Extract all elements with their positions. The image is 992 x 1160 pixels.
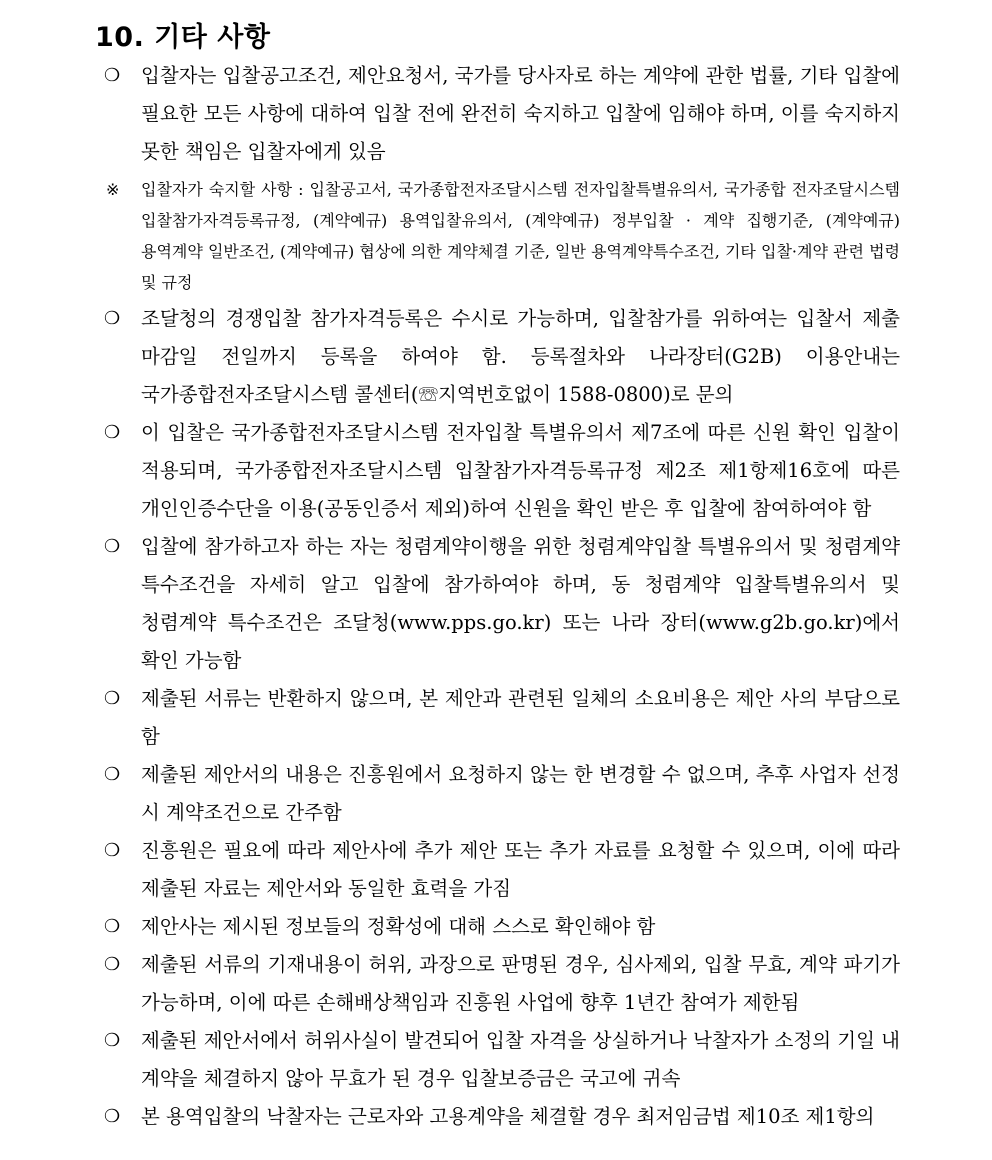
- circle-bullet-icon: ❍: [104, 764, 121, 785]
- section-title: 10. 기타 사항: [95, 22, 271, 53]
- list-item-false-statements: [100, 946, 900, 1022]
- list-item-additional-materials: [100, 832, 900, 908]
- item-text: 입찰에 참가하고자 하는 자는 청렴계약이행을 위한 청렴계약입찰 특별유의서 및 청렴계약 특수조건을 자세히 알고 입찰에 참가하여야 하며, 동 청렴계약 입찰특별유의서 및 청렴계약 특수조건은 조달청(www.pps.go.kr) 또는 나라 장터(www.g2b.go.kr)에서 확인 가능함: [141, 535, 900, 672]
- list-item-documents-not-returned: [100, 680, 900, 756]
- item-text: 이 입찰은 국가종합전자조달시스템 전자입찰 특별유의서 제7조에 따른 신원 확인 입찰이 적용되며, 국가종합전자조달시스템 입찰참가자격등록규정 제2조 제1항제16호에 따른 개인인증수단을 이용(공동인증서 제외)하여 신원을 확인 받은 후 입찰에 참여하여야 함: [141, 421, 900, 520]
- item-text: 입찰자는 입찰공고조건, 제안요청서, 국가를 당사자로 하는 계약에 관한 법률, 기타 입찰에 필요한 모든 사항에 대하여 입찰 전에 완전히 숙지하고 입찰에 임해야 하며, 이를 숙지하지 못한 책임은 입찰자에게 있음: [141, 64, 900, 163]
- list-item-minimum-wage: [100, 1098, 900, 1136]
- list-item-bid-bond-forfeit: [100, 1022, 900, 1098]
- reference-mark-icon: ※: [106, 180, 120, 199]
- list-item-accuracy-check: [100, 908, 900, 946]
- circle-bullet-icon: ❍: [104, 1030, 121, 1051]
- item-text: 제출된 서류는 반환하지 않으며, 본 제안과 관련된 일체의 소요비용은 제안 사의 부담으로 함: [141, 687, 900, 748]
- circle-bullet-icon: ❍: [104, 954, 121, 975]
- item-text: 제안사는 제시된 정보들의 정확성에 대해 스스로 확인해야 함: [141, 915, 656, 938]
- note-required-documents: [100, 174, 900, 298]
- list-item-integrity-contract: [100, 528, 900, 680]
- item-text: 진흥원은 필요에 따라 제안사에 추가 제안 또는 추가 자료를 요청할 수 있으며, 이에 따라 제출된 자료는 제안서와 동일한 효력을 가짐: [141, 839, 900, 900]
- circle-bullet-icon: ❍: [104, 1106, 121, 1127]
- list-item-identity-verification: [100, 414, 900, 528]
- list-item-bidder-responsibility: [100, 57, 900, 171]
- list-item-registration: [100, 300, 900, 414]
- circle-bullet-icon: ❍: [104, 536, 121, 557]
- circle-bullet-icon: ❍: [104, 840, 121, 861]
- item-text: 제출된 제안서의 내용은 진흥원에서 요청하지 않는 한 변경할 수 없으며, 추후 사업자 선정 시 계약조건으로 간주함: [141, 763, 900, 824]
- list-item-proposal-immutable: [100, 756, 900, 832]
- item-list: [100, 57, 900, 1136]
- circle-bullet-icon: ❍: [104, 308, 121, 329]
- circle-bullet-icon: ❍: [104, 688, 121, 709]
- circle-bullet-icon: ❍: [104, 65, 121, 86]
- item-text: 조달청의 경쟁입찰 참가자격등록은 수시로 가능하며, 입찰참가를 위하여는 입찰서 제출 마감일 전일까지 등록을 하여야 함. 등록절차와 나라장터(G2B) 이용안내는 국가종합전자조달시스템 콜센터(☏지역번호없이 1588-0800)로 문의: [141, 307, 900, 406]
- item-text: 제출된 제안서에서 허위사실이 발견되어 입찰 자격을 상실하거나 낙찰자가 소정의 기일 내 계약을 체결하지 않아 무효가 된 경우 입찰보증금은 국고에 귀속: [141, 1029, 900, 1090]
- note-text: 입찰자가 숙지할 사항 : 입찰공고서, 국가종합전자조달시스템 전자입찰특별유의서, 국가종합 전자조달시스템 입찰참가자격등록규정, (계약예규) 용역입찰유의서, (계약예규) 정부입찰 · 계약 집행기준, (계약예규) 용역계약 일반조건, (계약예규) 협상에 의한 계약체결 기준, 일반 용역계약특수조건, 기타 입찰·계약 관련 법령 및 규정: [141, 180, 900, 292]
- circle-bullet-icon: ❍: [104, 916, 121, 937]
- circle-bullet-icon: ❍: [104, 422, 121, 443]
- item-text: 본 용역입찰의 낙찰자는 근로자와 고용계약을 체결할 경우 최저임금법 제10조 제1항의: [141, 1105, 875, 1128]
- item-text: 제출된 서류의 기재내용이 허위, 과장으로 판명된 경우, 심사제외, 입찰 무효, 계약 파기가 가능하며, 이에 따른 손해배상책임과 진흥원 사업에 향후 1년간 참여가 제한됨: [141, 953, 900, 1014]
